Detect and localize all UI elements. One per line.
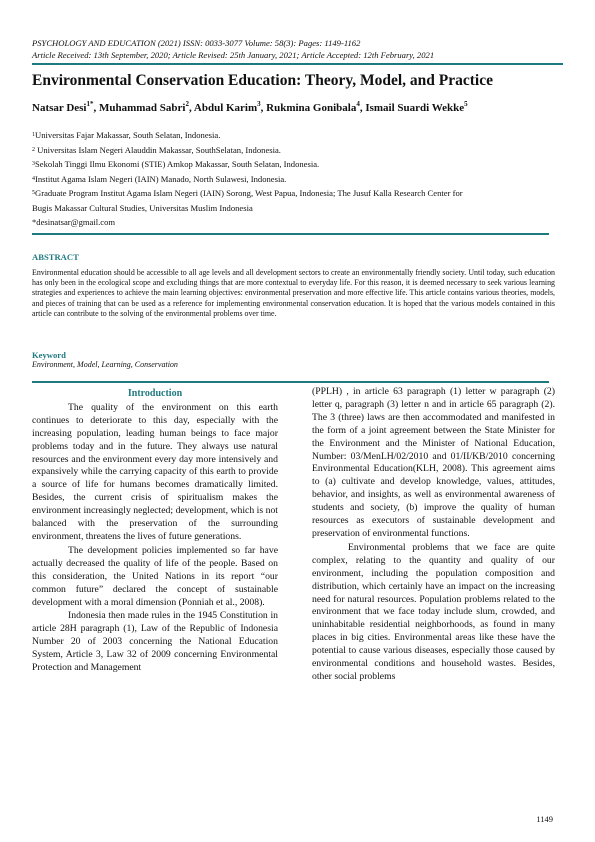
affiliations <box>32 128 463 230</box>
abstract-text: Environmental education should be accessible to all age levels and all development sectors to create an environmentally friendly society. Until today, such education has only been in the ecological scope and excluding things that are more contextual to everyday life. For this reason, it is deemed necessary to seek various learning strategies and experiences to achieve the main learning objectives: environmental preservation and more effective life. This article contains various theories, models, and pieces of training that can be used as a reference for implementing environmental conservation education. It is hoped that the various models contained in this article can contribute to the solving of the environmental problems over time. <box>32 268 555 318</box>
affiliation-rule <box>32 233 549 235</box>
keyword-rule <box>32 381 549 383</box>
affiliation: $^5$Graduate Program Institut Agama Islam Negeri (IAIN) Sorong, West Papua, Indonesia; The Jusuf Kalla Research Center for <box>32 188 463 198</box>
author-list <box>32 102 468 114</box>
affiliation: Bugis Makassar Cultural Studies, Universitas Muslim Indonesia <box>32 202 253 213</box>
left-column <box>32 388 278 676</box>
author: Abdul Karim$^3$, <box>193 100 267 114</box>
author: Ismail Suardi Wekke$^5$ <box>365 100 468 114</box>
abstract-heading: ABSTRACT <box>32 252 79 262</box>
corresponding-email: *desinatsar@gmail.com <box>32 217 116 227</box>
keyword-heading: Keyword <box>32 350 66 360</box>
right-column <box>312 386 555 685</box>
running-header <box>32 38 434 61</box>
body-paragraph: (PPLH) , in article 63 paragraph (1) letter w paragraph (2) letter q, paragraph (3) letter n and in article 65 paragraph (2). The 3 (three) laws are then accommodated and manifested in the form of a joint agreement between the State Minister for the Environment and the Minister of National Education, Number: 03/MenLH/02/2010 and 01/II/KB/2010 concerning Environmental Education(KLH, 2008). This agreement aims to (a) cultivate and develop knowledge, values, attitudes, behavior, and insights, as well as environmental awareness of students and society, (b) improve the quality of human resources as executors of sustainable development and preservation of environmental functions. <box>312 386 555 539</box>
body-paragraph: Environmental problems that we face are quite complex, relating to the quantity and quality of our environment, including the population composition and distribution, which certainly have an impact on the increasing need for natural resources. Population problems related to the environment that we face today include slum, crowded, and uninhabitable residential neighborhoods, as found in many places in big cities. Environmental areas like these have the potential to cause various diseases, especially those caused by environmental conditions and household wastes. Besides, other social problems <box>312 541 555 682</box>
keywords: Environment, Model, Learning, Conservation <box>32 360 178 369</box>
author: Natsar Desi$^{1*}$, <box>32 100 99 114</box>
body-paragraph: The development policies implemented so far have actually decreased the quality of life of the people. Based on this consideration, the United Nations in its report “our common future” declared the concept of sustainable development with a moral dimension (Ponniah et al., 2008). <box>32 544 278 608</box>
author: Rukmina Gonibala$^4$, <box>266 100 366 114</box>
author: Muhammad Sabri$^2$, <box>98 100 194 114</box>
affiliation: $^3$Sekolah Tinggi Ilmu Ekonomi (STIE) Amkop Makassar, South Selatan, Indonesia. <box>32 159 320 169</box>
journal-line: PSYCHOLOGY AND EDUCATION (2021) ISSN: 0033-3077 Volume: 58(3): Pages: 1149-1162 <box>32 38 361 48</box>
body-paragraph: Indonesia then made rules in the 1945 Constitution in article 28H paragraph (1), Law of the Republic of Indonesia Number 20 of 2003 concerning the National Education System, Article 3, Law 32 of 2009 concerning Environmental Protection and Management <box>32 610 278 674</box>
body-paragraph: The quality of the environment on this earth continues to deteriorate to this day, especially with the increasing population, leading human beings to face major problems today and in the future. They always use natural resources and the environment every day more intensively and expansively while the carrying capacity of this earth to provide a source of life for humans becomes dramatically limited. Besides, the current crisis of spiritualism makes the environment increasingly neglected; development, which is not balanced with the preservation of the surrounding environment, threatens the lives of future generations. <box>32 401 278 542</box>
affiliation: $^1$Universitas Fajar Makassar, South Selatan, Indonesia. <box>32 130 221 140</box>
page-number: 1149 <box>536 814 553 824</box>
header-rule <box>32 63 563 65</box>
article-dates-line: Article Received: 13th September, 2020; Article Revised: 25th January, 2021; Article Accepted: 12th February, 2021 <box>32 49 435 60</box>
affiliation: $^2$ Universitas Islam Negeri Alauddin Makassar, SouthSelatan, Indonesia. <box>32 144 281 155</box>
intro-heading: Introduction <box>127 388 183 399</box>
affiliation: $^4$Institut Agama Islam Negeri (IAIN) Manado, North Sulawesi, Indonesia. <box>32 173 287 184</box>
paper-title: Environmental Conservation Education: Theory, Model, and Practice <box>32 72 493 89</box>
